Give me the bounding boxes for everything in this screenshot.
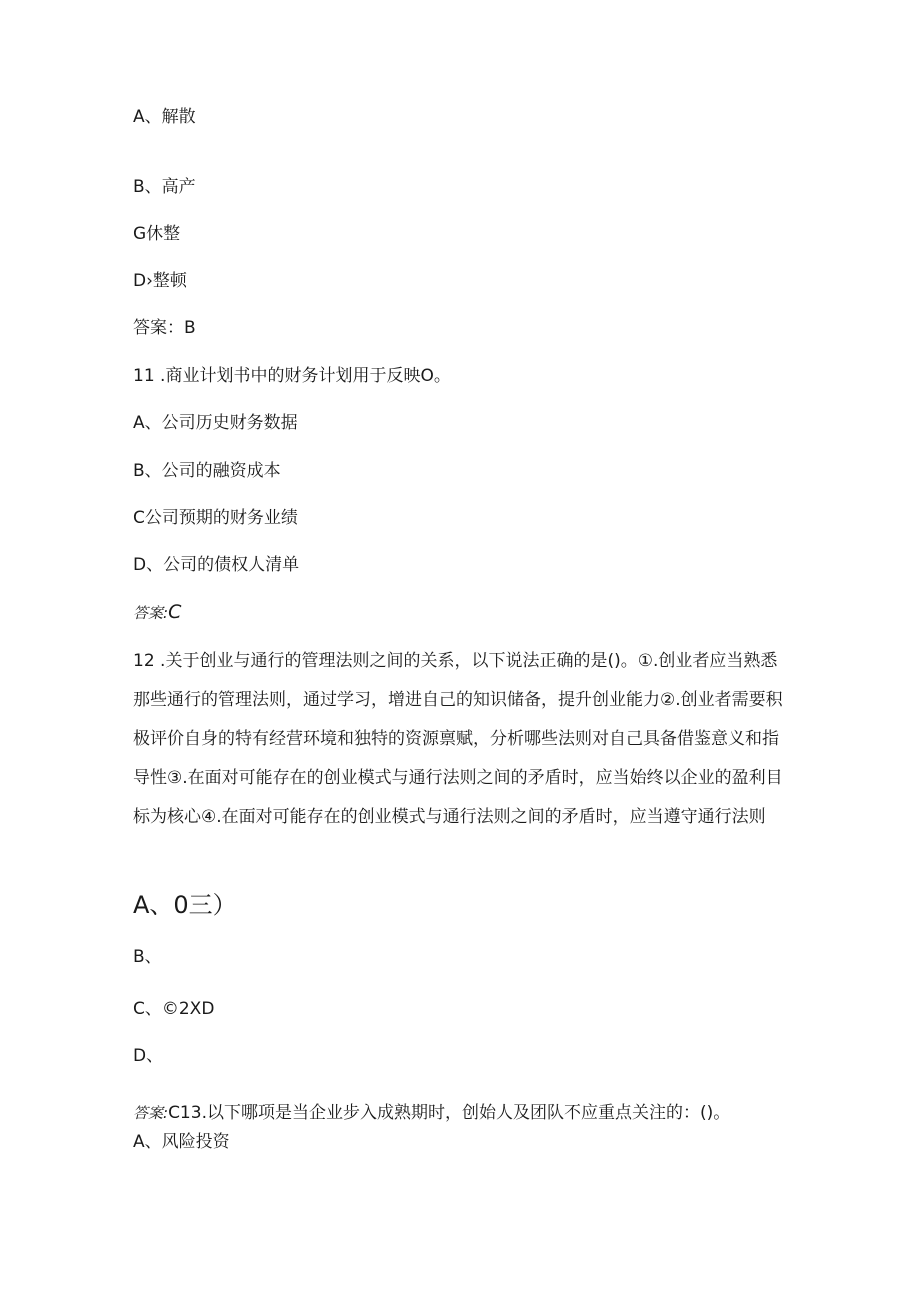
q11-answer <box>133 600 181 625</box>
q10-option-d: D›整顿 <box>133 271 187 291</box>
q11-stem: 11 .商业计划书中的财务计划用于反映O。 <box>133 366 451 386</box>
answer-label: 答案: <box>133 604 169 622</box>
q10-answer: 答案：B <box>133 318 196 338</box>
q12-option-b: B、 <box>133 947 162 967</box>
q13-option-a: A、风险投资 <box>133 1132 230 1152</box>
q12-option-a: A、0三） <box>133 891 237 919</box>
answer-label: 答案: <box>133 1104 169 1122</box>
q10-option-a: A、解散 <box>133 107 196 127</box>
q12-option-d: D、 <box>133 1046 164 1066</box>
q10-option-c: G休整 <box>133 224 181 244</box>
q10-option-b: B、高产 <box>133 177 196 197</box>
answer-value: C <box>168 601 182 623</box>
q11-option-d: D、公司的债权人清单 <box>133 555 300 575</box>
q12-option-c: C、©2XD <box>133 999 215 1019</box>
q13-stem-text: C13.以下哪项是当企业步入成熟期时，创始人及团队不应重点关注的：()。 <box>168 1103 731 1123</box>
q11-option-c: C公司预期的财务业绩 <box>133 508 298 528</box>
q13-stem <box>133 1101 730 1125</box>
q11-option-b: B、公司的融资成本 <box>133 461 281 481</box>
q12-stem: 12 .关于创业与通行的管理法则之间的关系，以下说法正确的是()。①.创业者应当熟悉那些通行的管理法则，通过学习，增进自己的知识储备，提升创业能力②.创业者需要积极评价自身的特有经营环境和独特的资源禀赋，分析哪些法则对自己具备借鉴意义和指导性③.在面对可能存在的创业模式与通行法则之间的矛盾时，应当始终以企业的盈利目标为核心④.在面对可能存在的创业模式与通行法则之间的矛盾时，应当遵守通行法则 <box>133 651 783 827</box>
q11-option-a: A、公司历史财务数据 <box>133 413 298 433</box>
